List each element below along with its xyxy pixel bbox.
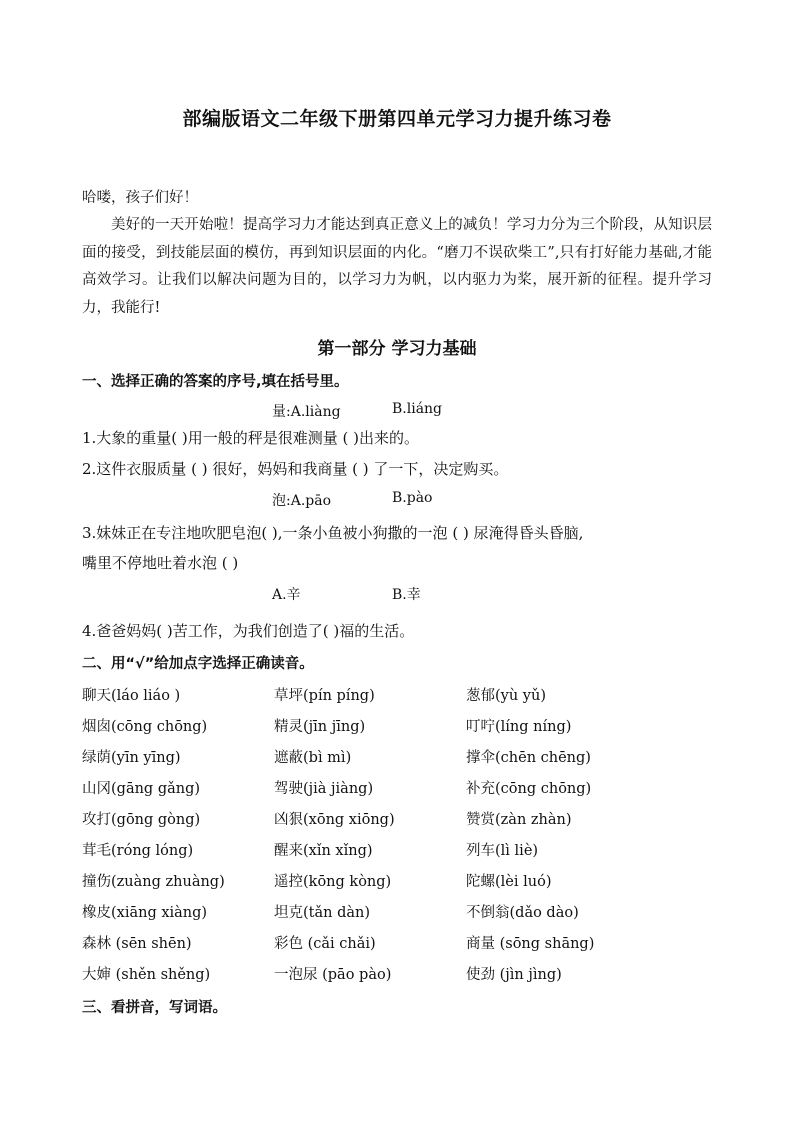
pinyin-item: 聊天(láo liáo ) — [82, 688, 181, 704]
pinyin-item: 大婶 (shěn shěng) — [82, 967, 211, 983]
pinyin-item: 不倒翁(dǎo dào) — [466, 905, 579, 921]
pinyin-row — [82, 901, 722, 923]
pinyin-item: 森林 (sēn shēn) — [82, 936, 192, 952]
pinyin-item: 赞赏(zàn zhàn) — [466, 812, 572, 828]
intro-text: 美好的一天开始啦！提高学习力才能达到真正意义上的减负！学习力分为三个阶段，从知识层面的接受，到技能层面的模仿，再到知识层面的内化。“磨刀不误砍柴工”,只有打好能力基础,才能高效学习。让我们以解决问题为目的，以学习力为帆，以内驱力为桨，展开新的征程。提升学习力，我能行! — [82, 217, 712, 316]
page-title: 部编版语文二年级下册第四单元学习力提升练习卷 — [182, 108, 612, 130]
pinyin-row — [82, 963, 722, 985]
pinyin-item: 醒来(xǐn xǐng) — [274, 843, 373, 859]
pinyin-item: 烟囱(cōng chōng) — [82, 719, 208, 735]
group1-option-a: A.liàng — [290, 404, 341, 420]
question-3-line1: 3.妹妹正在专注地吹肥皂泡( ),一条小鱼被小狗撒的一泡 ( ) 尿淹得昏头昏脑, — [82, 524, 584, 542]
question-1: 1.大象的重量( )用一般的秤是很难测量 ( )出来的。 — [82, 429, 420, 447]
pinyin-item: 叮咛(líng níng) — [466, 719, 572, 735]
pinyin-item: 遮蔽(bì mì) — [274, 750, 352, 766]
pinyin-item: 使劲 (jìn jìng) — [466, 967, 562, 983]
pinyin-row — [82, 715, 722, 737]
pinyin-item: 补充(cōng chōng) — [466, 781, 592, 797]
pinyin-item: 驾驶(jià jiàng) — [274, 781, 374, 797]
section3-heading: 三、看拼音，写词语。 — [82, 1000, 227, 1016]
pinyin-item: 商量 (sōng shāng) — [466, 936, 595, 952]
pinyin-item: 山冈(gāng gǎng) — [82, 781, 201, 797]
group3-option-b: B.幸 — [392, 587, 421, 603]
pinyin-item: 精灵(jīn jīng) — [274, 719, 366, 735]
pinyin-item: 彩色 (cǎi chǎi) — [274, 936, 376, 952]
pinyin-item: 绿荫(yīn yīng) — [82, 750, 181, 766]
pinyin-item: 凶狠(xōng xiōng) — [274, 812, 395, 828]
group1-option-b: B.liáng — [392, 401, 443, 417]
pinyin-item: 撑伞(chēn chēng) — [466, 750, 591, 766]
pinyin-item: 遥控(kōng kòng) — [274, 874, 392, 890]
group1-options — [272, 401, 341, 421]
pinyin-item: 撞伤(zuàng zhuàng) — [82, 874, 225, 890]
pinyin-item: 橡皮(xiāng xiàng) — [82, 905, 208, 921]
group2-options — [272, 490, 331, 510]
question-3-line2: 嘴里不停地吐着水泡 ( ) — [82, 554, 239, 572]
pinyin-row — [82, 746, 722, 768]
group2-prefix: 泡: — [272, 493, 291, 509]
part1-title: 第一部分 学习力基础 — [317, 339, 477, 359]
pinyin-row — [82, 839, 722, 861]
section2-heading: 二、用“√”给加点字选择正确读音。 — [82, 656, 314, 672]
pinyin-row — [82, 808, 722, 830]
pinyin-item: 攻打(gōng gòng) — [82, 812, 201, 828]
question-4: 4.爸爸妈妈( )苦工作，为我们创造了( )福的生活。 — [82, 622, 415, 640]
group2-option-a: A.pāo — [290, 493, 332, 509]
pinyin-row — [82, 932, 722, 954]
pinyin-item: 葱郁(yù yǔ) — [466, 688, 546, 704]
group1-prefix: 量: — [272, 404, 291, 420]
pinyin-item: 一泡尿 (pāo pào) — [274, 967, 392, 983]
section1-heading: 一、选择正确的答案的序号,填在括号里。 — [82, 374, 349, 390]
group3-option-a: A.辛 — [272, 587, 301, 603]
pinyin-row — [82, 870, 722, 892]
pinyin-item: 茸毛(róng lóng) — [82, 843, 194, 859]
intro-paragraph — [82, 212, 712, 322]
question-2: 2.这件衣服质量 ( ) 很好，妈妈和我商量 ( ) 了一下，决定购买。 — [82, 460, 509, 478]
greeting: 哈喽，孩子们好！ — [82, 190, 198, 206]
pinyin-row — [82, 684, 722, 706]
pinyin-item: 陀螺(lèi luó) — [466, 874, 552, 890]
pinyin-row — [82, 777, 722, 799]
pinyin-item: 坦克(tǎn dàn) — [274, 905, 370, 921]
group2-option-b: B.pào — [392, 490, 433, 506]
pinyin-item: 草坪(pín píng) — [274, 688, 375, 704]
pinyin-item: 列车(lì liè) — [466, 843, 539, 859]
